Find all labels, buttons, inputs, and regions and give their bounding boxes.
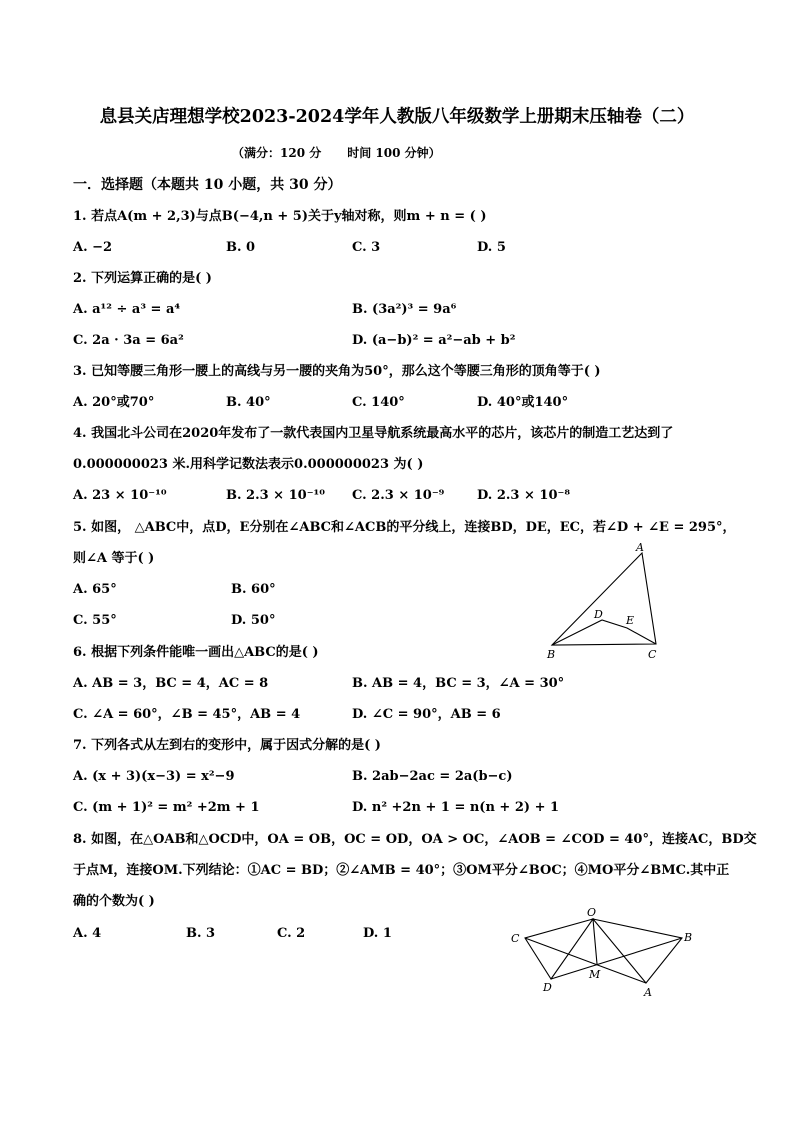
question-6-option-d: D. ∠C = 90°，AB = 6 (352, 707, 501, 722)
label-d: D (594, 608, 603, 621)
question-3-option-c: C. 140° (352, 395, 405, 410)
question-6-option-b: B. AB = 4，BC = 3，∠A = 30° (352, 676, 565, 691)
question-4-option-d: D. 2.3 × 10⁻⁸ (477, 488, 571, 503)
question-8-option-b: B. 3 (186, 926, 216, 941)
label-b: B (684, 931, 693, 944)
label-c: C (511, 932, 520, 945)
triangle-oab (593, 919, 682, 983)
question-7-stem: 7. 下列各式从左到右的变形中，属于因式分解的是( ) (73, 738, 381, 753)
question-4-option-a: A. 23 × 10⁻¹⁰ (73, 488, 167, 503)
label-a: A (644, 986, 652, 999)
question-5-option-c: C. 55° (73, 613, 117, 628)
segment-bd (551, 938, 682, 979)
label-m: M (589, 968, 601, 981)
question-5-option-a: A. 65° (73, 582, 117, 597)
question-7-option-a: A. (x + 3)(x−3) = x²−9 (73, 769, 235, 784)
triangle-abc-outline (552, 553, 656, 645)
question-7-option-c: C. (m + 1)² = m² +2m + 1 (73, 800, 260, 815)
label-b: B (547, 648, 556, 661)
section-heading: 一．选择题（本题共 10 小题，共 30 分） (73, 177, 342, 193)
question-1-option-b: B. 0 (226, 240, 256, 255)
question-7-option-d: D. n² +2n + 1 = n(n + 2) + 1 (352, 800, 560, 815)
full-score: （满分：120 分 (232, 146, 322, 160)
question-4-option-c: C. 2.3 × 10⁻⁹ (352, 488, 445, 503)
label-d: D (543, 981, 552, 994)
question-6-option-a: A. AB = 3，BC = 4，AC = 8 (73, 676, 269, 691)
question-1-option-c: C. 3 (352, 240, 381, 255)
question-5-stem-line-2: 则∠A 等于( ) (73, 551, 155, 566)
question-2-stem: 2. 下列运算正确的是( ) (73, 271, 212, 286)
question-8-stem-line-2: 于点M，连接OM.下列结论：①AC = BD；②∠AMB = 40°；③OM平分∠BOC；④MO平分∠BMC.其中正 (73, 863, 730, 878)
question-4-stem-line-1: 4. 我国北斗公司在2020年发布了一款代表国内卫星导航系统最高水平的芯片，该芯片的制造工艺达到了 (73, 426, 674, 441)
triangle-abc-figure (540, 538, 670, 662)
label-a: A (636, 541, 644, 554)
question-6-stem: 6. 根据下列条件能唯一画出△ABC的是( ) (73, 645, 319, 660)
question-2-option-b: B. (3a²)³ = 9a⁶ (352, 302, 457, 317)
question-3-option-a: A. 20°或70° (73, 395, 155, 410)
question-3-stem: 3. 已知等腰三角形一腰上的高线与另一腰的夹角为50°，那么这个等腰三角形的顶角等于( ) (73, 364, 601, 379)
label-c: C (648, 648, 657, 661)
question-7-option-b: B. 2ab−2ac = 2a(b−c) (352, 769, 513, 784)
question-8-stem-line-1: 8. 如图，在△OAB和△OCD中，OA = OB，OC = OD，OA > OC，∠AOB = ∠COD = 40°，连接AC，BD交 (73, 832, 757, 847)
question-4-option-b: B. 2.3 × 10⁻¹⁰ (226, 488, 325, 503)
exam-info (232, 145, 441, 161)
label-o: O (587, 906, 597, 919)
question-3-option-d: D. 40°或140° (477, 395, 569, 410)
question-2-option-c: C. 2a · 3a = 6a² (73, 333, 184, 348)
question-1-option-d: D. 5 (477, 240, 506, 255)
path-bdec (552, 620, 656, 645)
question-5-stem-line-1: 5. 如图， △ABC中，点D，E分别在∠ABC和∠ACB的平分线上，连接BD，DE，EC，若∠D + ∠E = 295°， (73, 520, 736, 535)
question-1-option-a: A. −2 (73, 240, 113, 255)
question-6-option-c: C. ∠A = 60°，∠B = 45°，AB = 4 (73, 707, 301, 722)
question-8-option-a: A. 4 (73, 926, 102, 941)
question-2-option-d: D. (a−b)² = a²−ab + b² (352, 333, 516, 348)
triangle-ocd (525, 919, 593, 979)
label-e: E (626, 614, 635, 627)
question-8-option-c: C. 2 (277, 926, 306, 941)
question-2-option-a: A. a¹² ÷ a³ = a⁴ (73, 302, 181, 317)
document-title: 息县关店理想学校2023-2024学年人教版八年级数学上册期末压轴卷（二） (99, 107, 695, 127)
segment-om (593, 919, 597, 964)
oab-ocd-figure (505, 905, 705, 1001)
question-8-stem-line-3: 确的个数为( ) (73, 894, 155, 909)
question-3-option-b: B. 40° (226, 395, 271, 410)
question-5-option-b: B. 60° (231, 582, 276, 597)
question-5-option-d: D. 50° (231, 613, 276, 628)
time-limit: 时间 100 分钟） (347, 146, 441, 160)
question-8-option-d: D. 1 (363, 926, 392, 941)
question-4-stem-line-2: 0.000000023 米.用科学记数法表示0.000000023 为( ) (73, 457, 424, 472)
question-1-stem: 1. 若点A(m + 2,3)与点B(−4,n + 5)关于y轴对称，则m + n = ( ) (73, 209, 487, 224)
